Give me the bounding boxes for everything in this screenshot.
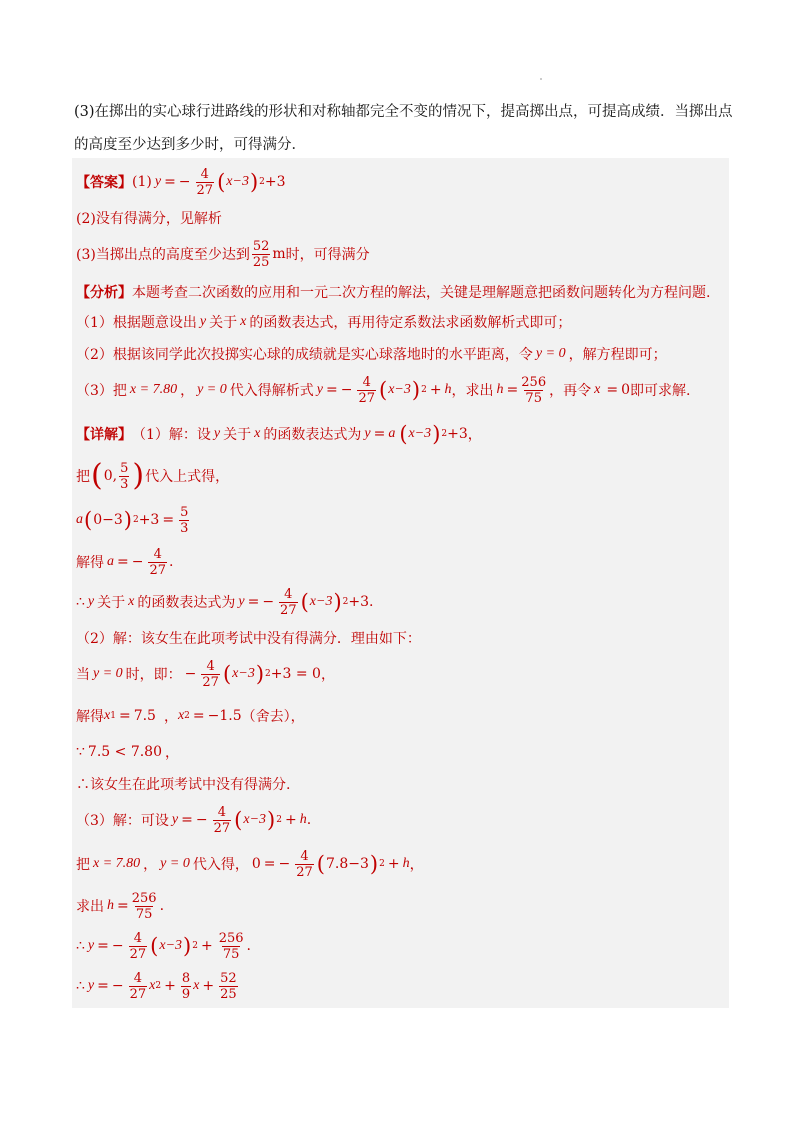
analysis-point-3: （3）把 x = 7.80 ， y = 0 代入得解析式 y = − $\frac{4}{27}$ ( x−3 ) 2 + h ，求出 h = $\frac{256}{75}$ ，再令 x = 0 即可求解. (76, 374, 691, 406)
detail-line-15: ∴ y = − $\frac{4}{27}$ x 2 + $\frac{8}{9}$ x + $\frac{52}{25}$ (76, 970, 237, 1002)
detail-line-6: （2）解：该女生在此项考试中没有得满分．理由如下： (76, 631, 421, 647)
detail-line-8: 解得 x 1 = 7.5 ， x 2 = −1.5 （舍去）， (76, 708, 305, 725)
answer-line-2: (2)没有得满分，见解析 (76, 211, 222, 227)
detail-line-7: 当 y = 0 时，即： − $\frac{4}{27}$ ( x−3 ) 2 +3 = 0 ， (76, 658, 335, 690)
detail-line-1: 【详解】 （1）解：设 y 关于 x 的函数表达式为 y = a ( x−3 ) 2 +3 ， (76, 421, 482, 446)
detail-line-13: 求出 h = $\frac{256}{75}$ . (76, 890, 165, 922)
analysis-tag: 【分析】 (76, 285, 132, 301)
stray-dot (540, 78, 542, 80)
fraction-4-27: $\frac{4}{27}$ (196, 166, 214, 198)
answer-line-1: 【答案】 (1) y = − $\frac{4}{27}$ ( x−3 ) 2 +3 (76, 166, 286, 198)
detail-line-3: a ( 0−3 ) 2 +3 = $\frac{5}{3}$ (76, 504, 189, 536)
analysis-point-1: （1）根据题意设出 y 关于 x 的函数表达式，再用待定系数法求函数解析式即可； (76, 314, 572, 331)
detail-line-4: 解得 a = − $\frac{4}{27}$ . (76, 546, 174, 578)
detail-line-9: ∵ 7.5 < 7.80 ， (76, 744, 179, 761)
detail-tag: 【详解】 (76, 427, 132, 443)
detail-line-2: 把 ( 0, $\frac{5}{3}$ ) 代入上式得， (76, 458, 230, 493)
fraction-52-25: $\frac{52}{25}$ (252, 238, 270, 270)
detail-line-5: ∴ y 关于 x 的函数表达式为 y = − $\frac{4}{27}$ ( x−3 ) 2 +3 . (76, 586, 374, 618)
detail-line-12: 把 x = 7.80 ， y = 0 代入得， 0 = − $\frac{4}{27}$ ( 7.8−3 ) 2 + h ， (76, 848, 424, 880)
detail-line-14: ∴ y = − $\frac{4}{27}$ ( x−3 ) 2 + $\frac{256}{75}$ . (76, 930, 251, 962)
detail-line-10: ∴该女生在此项考试中没有得满分. (76, 777, 291, 793)
answer-line-3: (3)当掷出点的高度至少达到 $\frac{52}{25}$ m 时，可得满分 (76, 238, 370, 270)
detail-line-11: （3）解：可设 y = − $\frac{4}{27}$ ( x−3 ) 2 + h . (76, 804, 312, 836)
question-part-3: (3)在掷出的实心球行进路线的形状和对称轴都完全不变的情况下，提高掷出点，可提高成绩．当掷出点的高度至少达到多少时，可得满分． (74, 104, 733, 153)
answer-tag: 【答案】 (76, 175, 132, 191)
analysis-point-2: （2）根据该同学此次投掷实心球的成绩就是实心球落地时的水平距离，令 y = 0 ，解方程即可； (76, 346, 667, 363)
analysis-summary: 【分析】 本题考查二次函数的应用和一元二次方程的解法，关键是理解题意把函数问题转化为方程问题. (76, 280, 710, 304)
